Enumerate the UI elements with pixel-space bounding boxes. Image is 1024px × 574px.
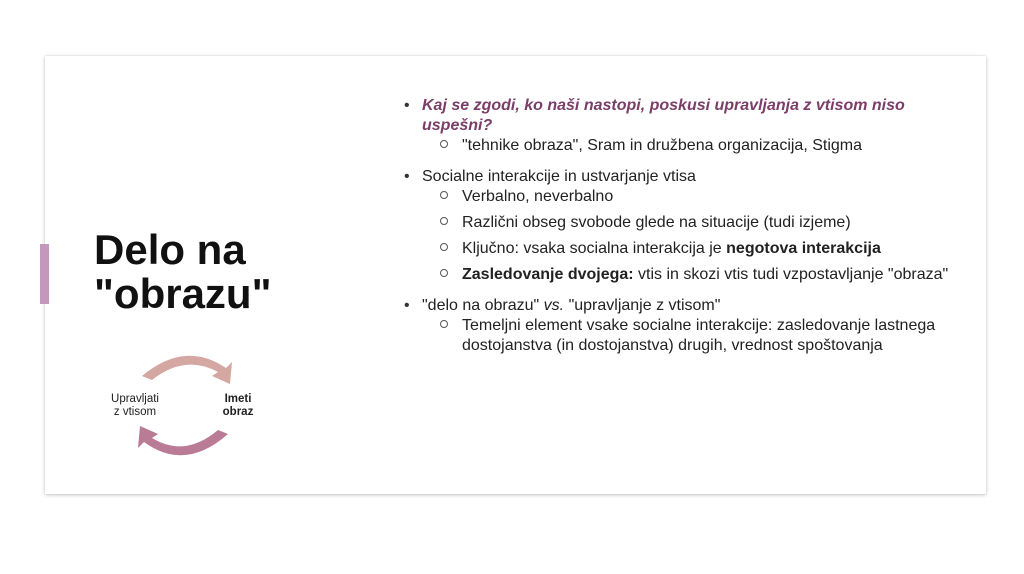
circle-bullet-icon	[440, 243, 448, 251]
bottom-arrow	[138, 426, 228, 455]
bullet-icon: •	[404, 297, 410, 314]
circle-bullet-icon	[440, 217, 448, 225]
slide-title: Delo na "obrazu"	[94, 226, 272, 317]
sub-bullet: Različni obseg svobode glede na situacije (tudi izjeme)	[422, 213, 960, 233]
content-list	[400, 96, 960, 367]
cycle-diagram	[100, 346, 270, 466]
circle-bullet-icon	[440, 320, 448, 328]
top-arrow	[142, 356, 232, 384]
sub-bullet: Verbalno, neverbalno	[422, 187, 960, 207]
accent-bar	[40, 244, 49, 304]
sub-bullet: Ključno: vsaka socialna interakcija je negotova interakcija	[422, 239, 960, 259]
sub-bullet: Zasledovanje dvojega: vtis in skozi vtis tudi vzpostavljanje "obraza"	[422, 265, 960, 285]
bullet-question: • Kaj se zgodi, ko naši nastopi, poskusi upravljanja z vtisom niso uspešni? "tehnike obraza", Sram in družbena organizacija, Stigma	[400, 96, 960, 156]
circle-bullet-icon	[440, 269, 448, 277]
cycle-label-imeti-obraz: Imeti obraz	[222, 393, 254, 418]
circle-bullet-icon	[440, 140, 448, 148]
sub-bullet: "tehnike obraza", Sram in družbena organizacija, Stigma	[422, 136, 960, 156]
bullet-socialne-interakcije: • Socialne interakcije in ustvarjanje vtisa Verbalno, neverbalno Različni obseg svobode glede na situacije (tudi izjeme) Ključno: vsaka socialna interakcija je negotova interakcija Zasledovanje dvojega: vtis in skozi vtis tudi vzpostavljanje "obraza"	[400, 167, 960, 285]
sub-bullet: Temeljni element vsake socialne interakcije: zasledovanje lastnega dostojanstva (in dostojanstva) drugih, vrednost spoštovanja	[422, 316, 960, 356]
bullet-icon: •	[404, 97, 410, 114]
bullet-icon: •	[404, 168, 410, 185]
circle-bullet-icon	[440, 191, 448, 199]
bullet-delo-na-obrazu: • "delo na obrazu" vs. "upravljanje z vtisom" Temeljni element vsake socialne interakcije: zasledovanje lastnega dostojanstva (in dostojanstva) drugih, vrednost spoštovanja	[400, 296, 960, 356]
cycle-label-upravljati: Upravljati z vtisom	[111, 393, 159, 418]
